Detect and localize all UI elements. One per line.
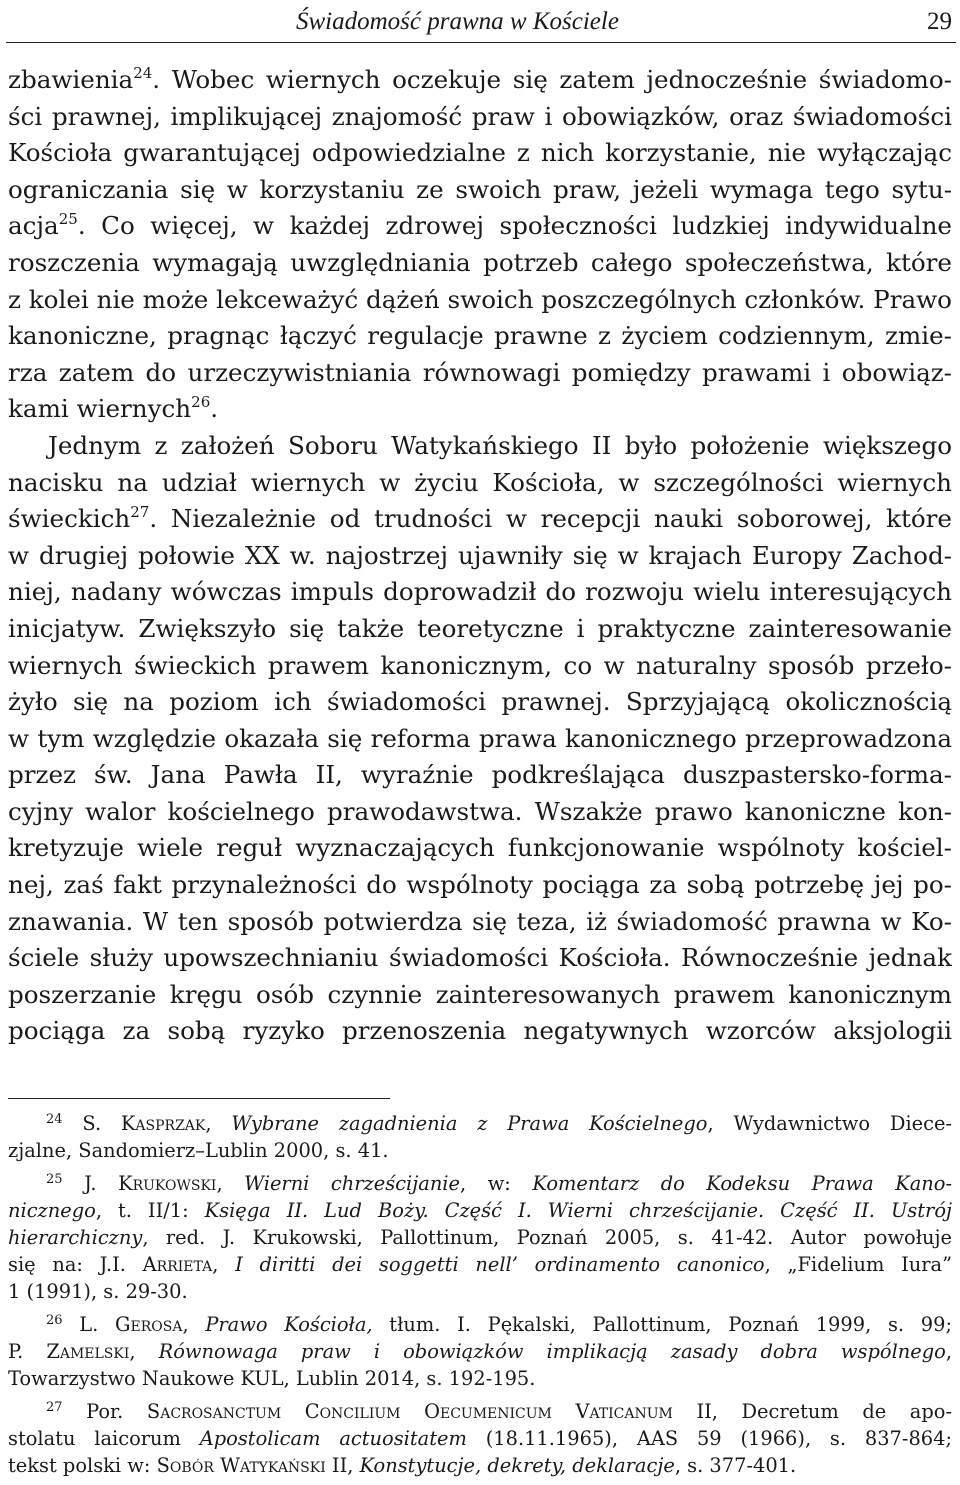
- body-line: ściele służy upowszechnianiu świadomości Kościoła. Równocześnie jednak: [8, 943, 952, 973]
- footnote-27-line: stolatu laicorum Apostolicam actuositatem (18.11.1965), AAS 59 (1966), s. 837-864;: [8, 1427, 952, 1450]
- body-line: kretyzuje wiele reguł wyznaczających funkcjonowanie wspólnoty kościel-: [8, 833, 952, 863]
- running-title: Świadomość prawna w Kościele: [296, 8, 619, 35]
- body-line: kanoniczne, pragnąc łączyć regulacje prawne z życiem codziennym, zmie-: [8, 321, 952, 351]
- body-line: ograniczania się w korzystaniu ze swoich praw, jeżeli wymaga tego sytu-: [8, 174, 952, 204]
- footnote-25-line: się na: J.I. Arrieta, I diritti dei soggetti nell’ ordinamento canonico, „Fidelium Iura”: [8, 1253, 952, 1276]
- footnote-24-line: $^{24}$ S. Kasprzak, Wybrane zagadnienia z Prawa Kościelnego, Wydawnictwo Diece-: [46, 1112, 952, 1135]
- body-line: acja$^{25}$. Co więcej, w każdej zdrowej społeczności ludzkiej indywidualne: [8, 210, 952, 241]
- body-line: wiernych świeckich prawem kanonicznym, co w naturalny sposób przeło-: [8, 650, 952, 680]
- footnote-25-line: nicznego, t. II/1: Księga II. Lud Boży. Część I. Wierni chrześcijanie. Część II. Ustrój: [8, 1199, 952, 1222]
- footnote-number: 27: [46, 1400, 63, 1415]
- body-line: świeckich$^{27}$. Niezależnie od trudności w recepcji nauki soborowej, które: [8, 503, 952, 534]
- body-line: z kolei nie może lekceważyć dążeń swoich poszczególnych członków. Prawo: [8, 284, 952, 314]
- body-line: znawania. W ten sposób potwierdza się teza, iż świadomość prawna w Ko-: [8, 906, 952, 936]
- footnote-27-line: $^{27}$ Por. Sacrosanctum Concilium Oecumenicum Vaticanum II, Decretum de apo-: [46, 1400, 952, 1423]
- body-line: inicjatyw. Zwiększyło się także teoretyczne i praktyczne zainteresowanie: [8, 613, 952, 643]
- body-line: Kościoła gwarantującej odpowiedzialne z nich korzystanie, nie wyłączając: [8, 138, 952, 168]
- body-line: przez św. Jana Pawła II, wyraźnie podkreślająca duszpastersko-forma-: [8, 760, 952, 790]
- body-line: niej, nadany wówczas impuls doprowadził do rozwoju wielu interesujących: [8, 577, 952, 607]
- footnote-reference: 25: [58, 210, 78, 229]
- body-line: nej, zaś fakt przynależności do wspólnoty pociąga za sobą potrzebę jej po-: [8, 870, 952, 900]
- footnote-27-line: tekst polski w: Sobór Watykański II, Konstytucje, dekrety, deklaracje, s. 377-401.: [8, 1454, 797, 1477]
- body-line: żyło się na poziom ich świadomości prawnej. Sprzyjającą okolicznością: [8, 687, 952, 717]
- page-number: 29: [927, 8, 952, 35]
- footnote-24-line: zjalne, Sandomierz–Lublin 2000, s. 41.: [8, 1139, 389, 1162]
- body-line: poszerzanie kręgu osób czynnie zainteresowanych prawem kanonicznym: [8, 979, 952, 1009]
- body-line: w tym względzie okazała się reforma prawa kanonicznego przeprowadzona: [8, 723, 952, 753]
- body-line: pociąga za sobą ryzyko przenoszenia negatywnych wzorców aksjologii: [8, 1016, 952, 1046]
- footnote-25-line: $^{25}$ J. Krukowski, Wierni chrześcijanie, w: Komentarz do Kodeksu Prawa Kano-: [46, 1172, 952, 1195]
- footnote-26-line: P. Zamelski, Równowaga praw i obowiązków implikacją zasady dobra wspólnego,: [8, 1340, 952, 1363]
- body-line: nacisku na udział wiernych w życiu Kościoła, w szczególności wiernych: [8, 467, 952, 497]
- body-line: kami wiernych$^{26}$.: [8, 393, 219, 424]
- body-line: cyjny walor kościelnego prawodawstwa. Wszakże prawo kanoniczne kon-: [8, 796, 952, 826]
- body-line: roszczenia wymagają uwzględniania potrzeb całego społeczeństwa, które: [8, 247, 952, 277]
- footnote-number: 24: [46, 1112, 63, 1127]
- running-header: [6, 4, 956, 43]
- footnote-reference: 26: [191, 393, 211, 412]
- body-line: w drugiej połowie XX w. najostrzej ujawniły się w krajach Europy Zachod-: [8, 540, 952, 570]
- footnote-reference: 24: [133, 64, 153, 82]
- footnote-26-line: Towarzystwo Naukowe KUL, Lublin 2014, s. 192-195.: [8, 1367, 536, 1390]
- body-line: rza zatem do urzeczywistniania równowagi pomiędzy prawami i obowiąz-: [8, 357, 952, 387]
- body-line: zbawienia$^{24}$. Wobec wiernych oczekuje się zatem jednocześnie świadomo-: [8, 64, 952, 94]
- footnote-25-line: 1 (1991), s. 29-30.: [8, 1280, 188, 1303]
- body-line: ści prawnej, implikującej znajomość praw i obowiązków, oraz świadomości: [8, 101, 952, 131]
- footnote-reference: 27: [130, 503, 150, 522]
- footnote-separator: [8, 1098, 390, 1099]
- footnote-number: 25: [46, 1172, 63, 1187]
- footnote-26-line: $^{26}$ L. Gerosa, Prawo Kościoła, tłum. I. Pękalski, Pallottinum, Poznań 1999, s. 99;: [46, 1313, 952, 1336]
- footnotes: [8, 1110, 952, 1479]
- main-text: [8, 62, 952, 1050]
- footnote-number: 26: [46, 1313, 63, 1328]
- body-line: Jednym z założeń Soboru Watykańskiego II było położenie większego: [48, 430, 952, 460]
- footnote-25-line: hierarchiczny, red. J. Krukowski, Pallottinum, Poznań 2005, s. 41-42. Autor powołuje: [8, 1226, 952, 1249]
